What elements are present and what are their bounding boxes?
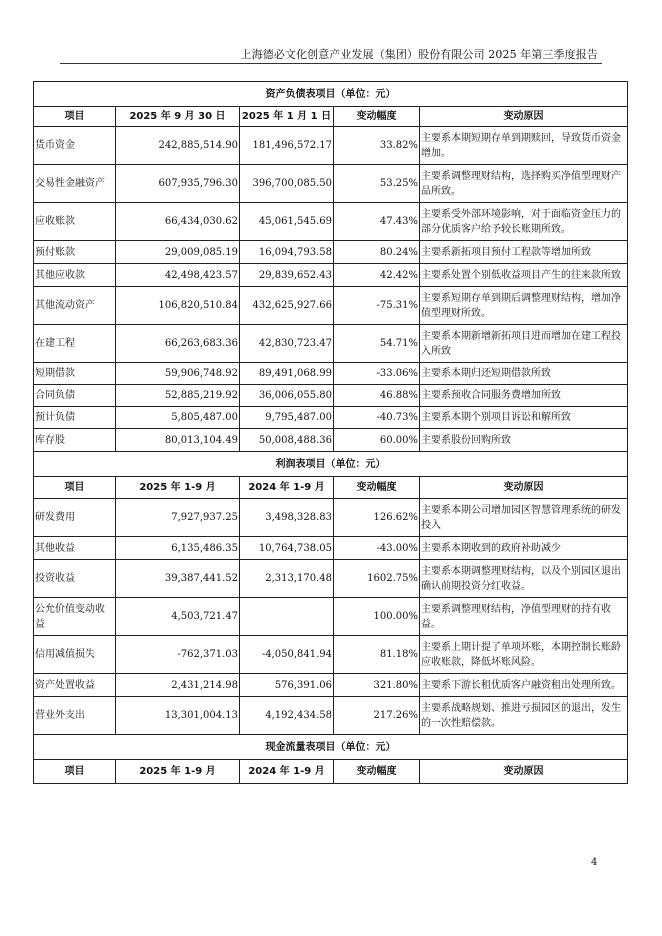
table-row [34,203,628,241]
page-number: 4 [591,857,598,868]
row-item: 资产处置收益 [34,674,116,697]
col-header-v2: 2024 年 1-9 月 [240,760,334,784]
financial-changes-table [33,81,628,784]
col-header-item: 项目 [34,760,116,784]
row-reason: 主要系预收合同服务费增加所致 [420,385,628,407]
row-change: 217.26% [334,697,420,735]
row-value-prior: -4,050,841.94 [240,636,334,674]
row-value-prior: 45,061,545.69 [240,203,334,241]
section-title-row [34,735,628,760]
row-change: 54.71% [334,325,420,363]
row-value-prior: 3,498,328.83 [240,499,334,537]
row-value-current: 39,387,441.52 [116,560,240,598]
row-value-current: 52,885,219.92 [116,385,240,407]
table-row [34,674,628,697]
row-value-prior: 181,496,572.17 [240,127,334,165]
row-change: 81.18% [334,636,420,674]
row-reason: 主要系股份回购所致 [420,429,628,452]
row-value-current: 5,805,487.00 [116,407,240,429]
col-header-reason: 变动原因 [420,477,628,499]
header-row [34,760,628,784]
row-value-prior: 42,830,723.47 [240,325,334,363]
col-header-reason: 变动原因 [420,107,628,127]
row-value-current: 42,498,423.57 [116,264,240,287]
row-item: 其他流动资产 [34,287,116,325]
row-reason: 主要系上期计提了单项坏账，本期控制长账龄应收账款，降低坏账风险。 [420,636,628,674]
row-value-current: 6,135,486.35 [116,537,240,560]
row-reason: 主要系本期调整理财结构，以及个别园区退出确认前期投资分红收益。 [420,560,628,598]
col-header-v1: 2025 年 1-9 月 [116,760,240,784]
row-item: 公允价值变动收益 [34,598,116,636]
row-reason: 主要系战略规划、推进亏损园区的退出，发生的一次性赔偿款。 [420,697,628,735]
table-row [34,363,628,385]
row-value-prior: 10,764,738.05 [240,537,334,560]
row-value-current: 66,263,683.36 [116,325,240,363]
row-value-current: 59,906,748.92 [116,363,240,385]
row-item: 信用减值损失 [34,636,116,674]
row-value-prior: 432,625,927.66 [240,287,334,325]
row-item: 预计负债 [34,407,116,429]
table-row [34,127,628,165]
row-value-current: 242,885,514.90 [116,127,240,165]
row-change: -43.00% [334,537,420,560]
row-item: 应收账款 [34,203,116,241]
row-change: -75.31% [334,287,420,325]
col-header-change: 变动幅度 [334,477,420,499]
row-reason: 主要系本期个别项目诉讼和解所致 [420,407,628,429]
row-value-current: 4,503,721.47 [116,598,240,636]
section-title-row [34,452,628,477]
row-reason: 主要系调整理财结构，净值型理财的持有收益。 [420,598,628,636]
row-value-prior: 396,700,085.50 [240,165,334,203]
row-value-prior: 36,006,055.80 [240,385,334,407]
row-value-current: 80,013,104.49 [116,429,240,452]
row-reason: 主要系新拓项目预付工程款等增加所致 [420,241,628,264]
row-value-current: -762,371.03 [116,636,240,674]
row-item: 合同负债 [34,385,116,407]
table-row [34,264,628,287]
row-item: 在建工程 [34,325,116,363]
table-row [34,560,628,598]
row-reason: 主要系短期存单到期后调整理财结构，增加净值型理财所致。 [420,287,628,325]
row-item: 库存股 [34,429,116,452]
table-row [34,537,628,560]
col-header-reason: 变动原因 [420,760,628,784]
row-value-current: 106,820,510.84 [116,287,240,325]
row-value-prior: 9,795,487.00 [240,407,334,429]
row-value-prior: 576,391.06 [240,674,334,697]
row-value-current: 13,301,004.13 [116,697,240,735]
row-item: 交易性金融资产 [34,165,116,203]
row-item: 投资收益 [34,560,116,598]
table-row [34,287,628,325]
report-header-title: 上海德必文化创意产业发展（集团）股份有限公司 2025 年第三季度报告 [240,48,598,61]
row-item: 研发费用 [34,499,116,537]
header-row [34,477,628,499]
row-value-prior: 4,192,434.58 [240,697,334,735]
row-change: 53.25% [334,165,420,203]
row-change: 33.82% [334,127,420,165]
section-title-row [34,82,628,107]
row-reason: 主要系本期归还短期借款所致 [420,363,628,385]
col-header-v1: 2025 年 9 月 30 日 [116,107,240,127]
table-row [34,241,628,264]
row-change: -40.73% [334,407,420,429]
row-value-prior: 89,491,068.99 [240,363,334,385]
row-value-prior: 16,094,793.58 [240,241,334,264]
row-change: 100.00% [334,598,420,636]
row-change: 42.42% [334,264,420,287]
row-change: 126.62% [334,499,420,537]
row-reason: 主要系受外部环境影响，对于面临资金压力的部分优质客户给予较长账期所致。 [420,203,628,241]
row-value-current: 66,434,030.62 [116,203,240,241]
row-value-current: 7,927,937.25 [116,499,240,537]
table-row [34,385,628,407]
row-change: -33.06% [334,363,420,385]
row-item: 其他收益 [34,537,116,560]
income-statement-title: 利润表项目（单位：元） [34,452,628,477]
row-reason: 主要系调整理财结构，选择购买净值型理财产品所致。 [420,165,628,203]
row-value-prior: 2,313,170.48 [240,560,334,598]
header-row [34,107,628,127]
row-value-prior: 29,839,652.43 [240,264,334,287]
row-change: 46.88% [334,385,420,407]
row-reason: 主要系下游长租优质客户融资租出处理所致。 [420,674,628,697]
row-change: 1602.75% [334,560,420,598]
row-value-current: 29,009,085.19 [116,241,240,264]
row-reason: 主要系本期收到的政府补助减少 [420,537,628,560]
row-reason: 主要系处置个别低收益项目产生的往来款所致 [420,264,628,287]
row-change: 47.43% [334,203,420,241]
balance-sheet-title: 资产负债表项目（单位：元） [34,82,628,107]
row-reason: 主要系本期短期存单到期赎回，导致货币资金增加。 [420,127,628,165]
col-header-v2: 2024 年 1-9 月 [240,477,334,499]
col-header-item: 项目 [34,107,116,127]
row-change: 60.00% [334,429,420,452]
row-item: 其他应收款 [34,264,116,287]
row-item: 预付账款 [34,241,116,264]
table-row [34,499,628,537]
row-item: 营业外支出 [34,697,116,735]
col-header-change: 变动幅度 [334,760,420,784]
table-row [34,429,628,452]
row-change: 321.80% [334,674,420,697]
row-item: 货币资金 [34,127,116,165]
cash-flow-title: 现金流量表项目（单位：元） [34,735,628,760]
row-reason: 主要系本期新增新拓项目进而增加在建工程投入所致 [420,325,628,363]
row-value-prior [240,598,334,636]
row-value-current: 2,431,214.98 [116,674,240,697]
col-header-change: 变动幅度 [334,107,420,127]
header-divider [60,63,602,64]
col-header-v2: 2025 年 1 月 1 日 [240,107,334,127]
table-row [34,636,628,674]
table-row [34,598,628,636]
row-change: 80.24% [334,241,420,264]
table-row [34,407,628,429]
col-header-item: 项目 [34,477,116,499]
row-value-prior: 50,008,488.36 [240,429,334,452]
table-row [34,325,628,363]
row-item: 短期借款 [34,363,116,385]
row-value-current: 607,935,796.30 [116,165,240,203]
table-row [34,165,628,203]
col-header-v1: 2025 年 1-9 月 [116,477,240,499]
row-reason: 主要系本期公司增加园区智慧管理系统的研发投入 [420,499,628,537]
table-row [34,697,628,735]
